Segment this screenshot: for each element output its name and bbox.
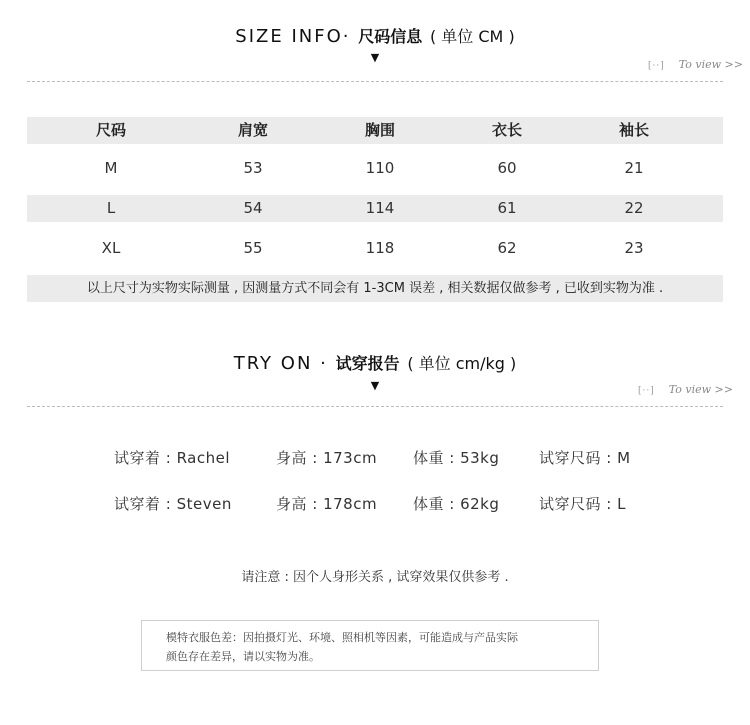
table-cell: XL: [101, 239, 121, 257]
try-on-caution: 请注意 : 因个人身形关系 , 试穿效果仅供参考 .: [241, 570, 509, 585]
size-info-title: SIZE INFO· 尺码信息 ( 单位 CM ): [235, 26, 515, 47]
view-icon: [··]: [648, 61, 665, 71]
view-icon: [··]: [638, 386, 655, 396]
table-cell: 110: [365, 159, 395, 177]
size-info-divider: [27, 81, 723, 82]
try-on-model-name: 试穿着 : Steven: [114, 495, 232, 513]
table-row: [27, 195, 723, 222]
table-cell: 55: [243, 239, 263, 257]
try-on-arrow-icon: ▼: [370, 379, 380, 392]
try-on-size: 试穿尺码 : M: [539, 449, 631, 467]
table-row: [27, 235, 723, 262]
table-cell: M: [104, 159, 118, 177]
table-cell: 53: [243, 159, 263, 177]
table-cell: 22: [624, 199, 644, 217]
table-cell: 60: [497, 159, 517, 177]
table-cell: 54: [243, 199, 263, 217]
table-cell: 62: [497, 239, 517, 257]
size-table-header-cell: 尺码: [95, 121, 126, 139]
size-table-header-cell: 衣长: [491, 121, 522, 139]
try-on-weight: 体重 : 62kg: [413, 495, 500, 513]
color-notice-line: 模特衣服色差：因拍摄灯光、环境、照相机等因素，可能造成与产品实际: [166, 631, 518, 644]
size-table-header: [27, 117, 723, 144]
size-table-header-cell: 胸围: [364, 121, 395, 139]
table-cell: L: [106, 199, 116, 217]
size-info-arrow-icon: ▼: [370, 51, 380, 64]
size-table-header-cell: 袖长: [618, 121, 649, 139]
measurement-note: 以上尺寸为实物实际测量 , 因测量方式不同会有 1-3CM 误差 , 相关数据仅做参考 , 已收到实物为准 .: [27, 275, 723, 302]
try-on-to-view-link[interactable]: [··] To view >>: [638, 383, 733, 396]
try-on-height: 身高 : 178cm: [276, 495, 378, 513]
table-cell: 23: [624, 239, 644, 257]
try-on-weight: 体重 : 53kg: [413, 449, 500, 467]
table-cell: 21: [624, 159, 644, 177]
size-table-header-cell: 肩宽: [237, 121, 268, 139]
color-notice-box: [141, 620, 599, 671]
try-on-size: 试穿尺码 : L: [539, 495, 626, 513]
try-on-divider: [27, 406, 723, 407]
size-info-to-view-link[interactable]: [··] To view >>: [648, 58, 743, 71]
table-cell: 114: [365, 199, 395, 217]
table-cell: 118: [365, 239, 395, 257]
table-row: [27, 155, 723, 182]
try-on-height: 身高 : 173cm: [276, 449, 378, 467]
try-on-title: TRY ON · 试穿报告 ( 单位 cm/kg ): [233, 353, 517, 374]
color-notice-line: 颜色存在差异，请以实物为准。: [166, 650, 320, 663]
try-on-model-name: 试穿着 : Rachel: [114, 449, 231, 467]
table-cell: 61: [497, 199, 517, 217]
